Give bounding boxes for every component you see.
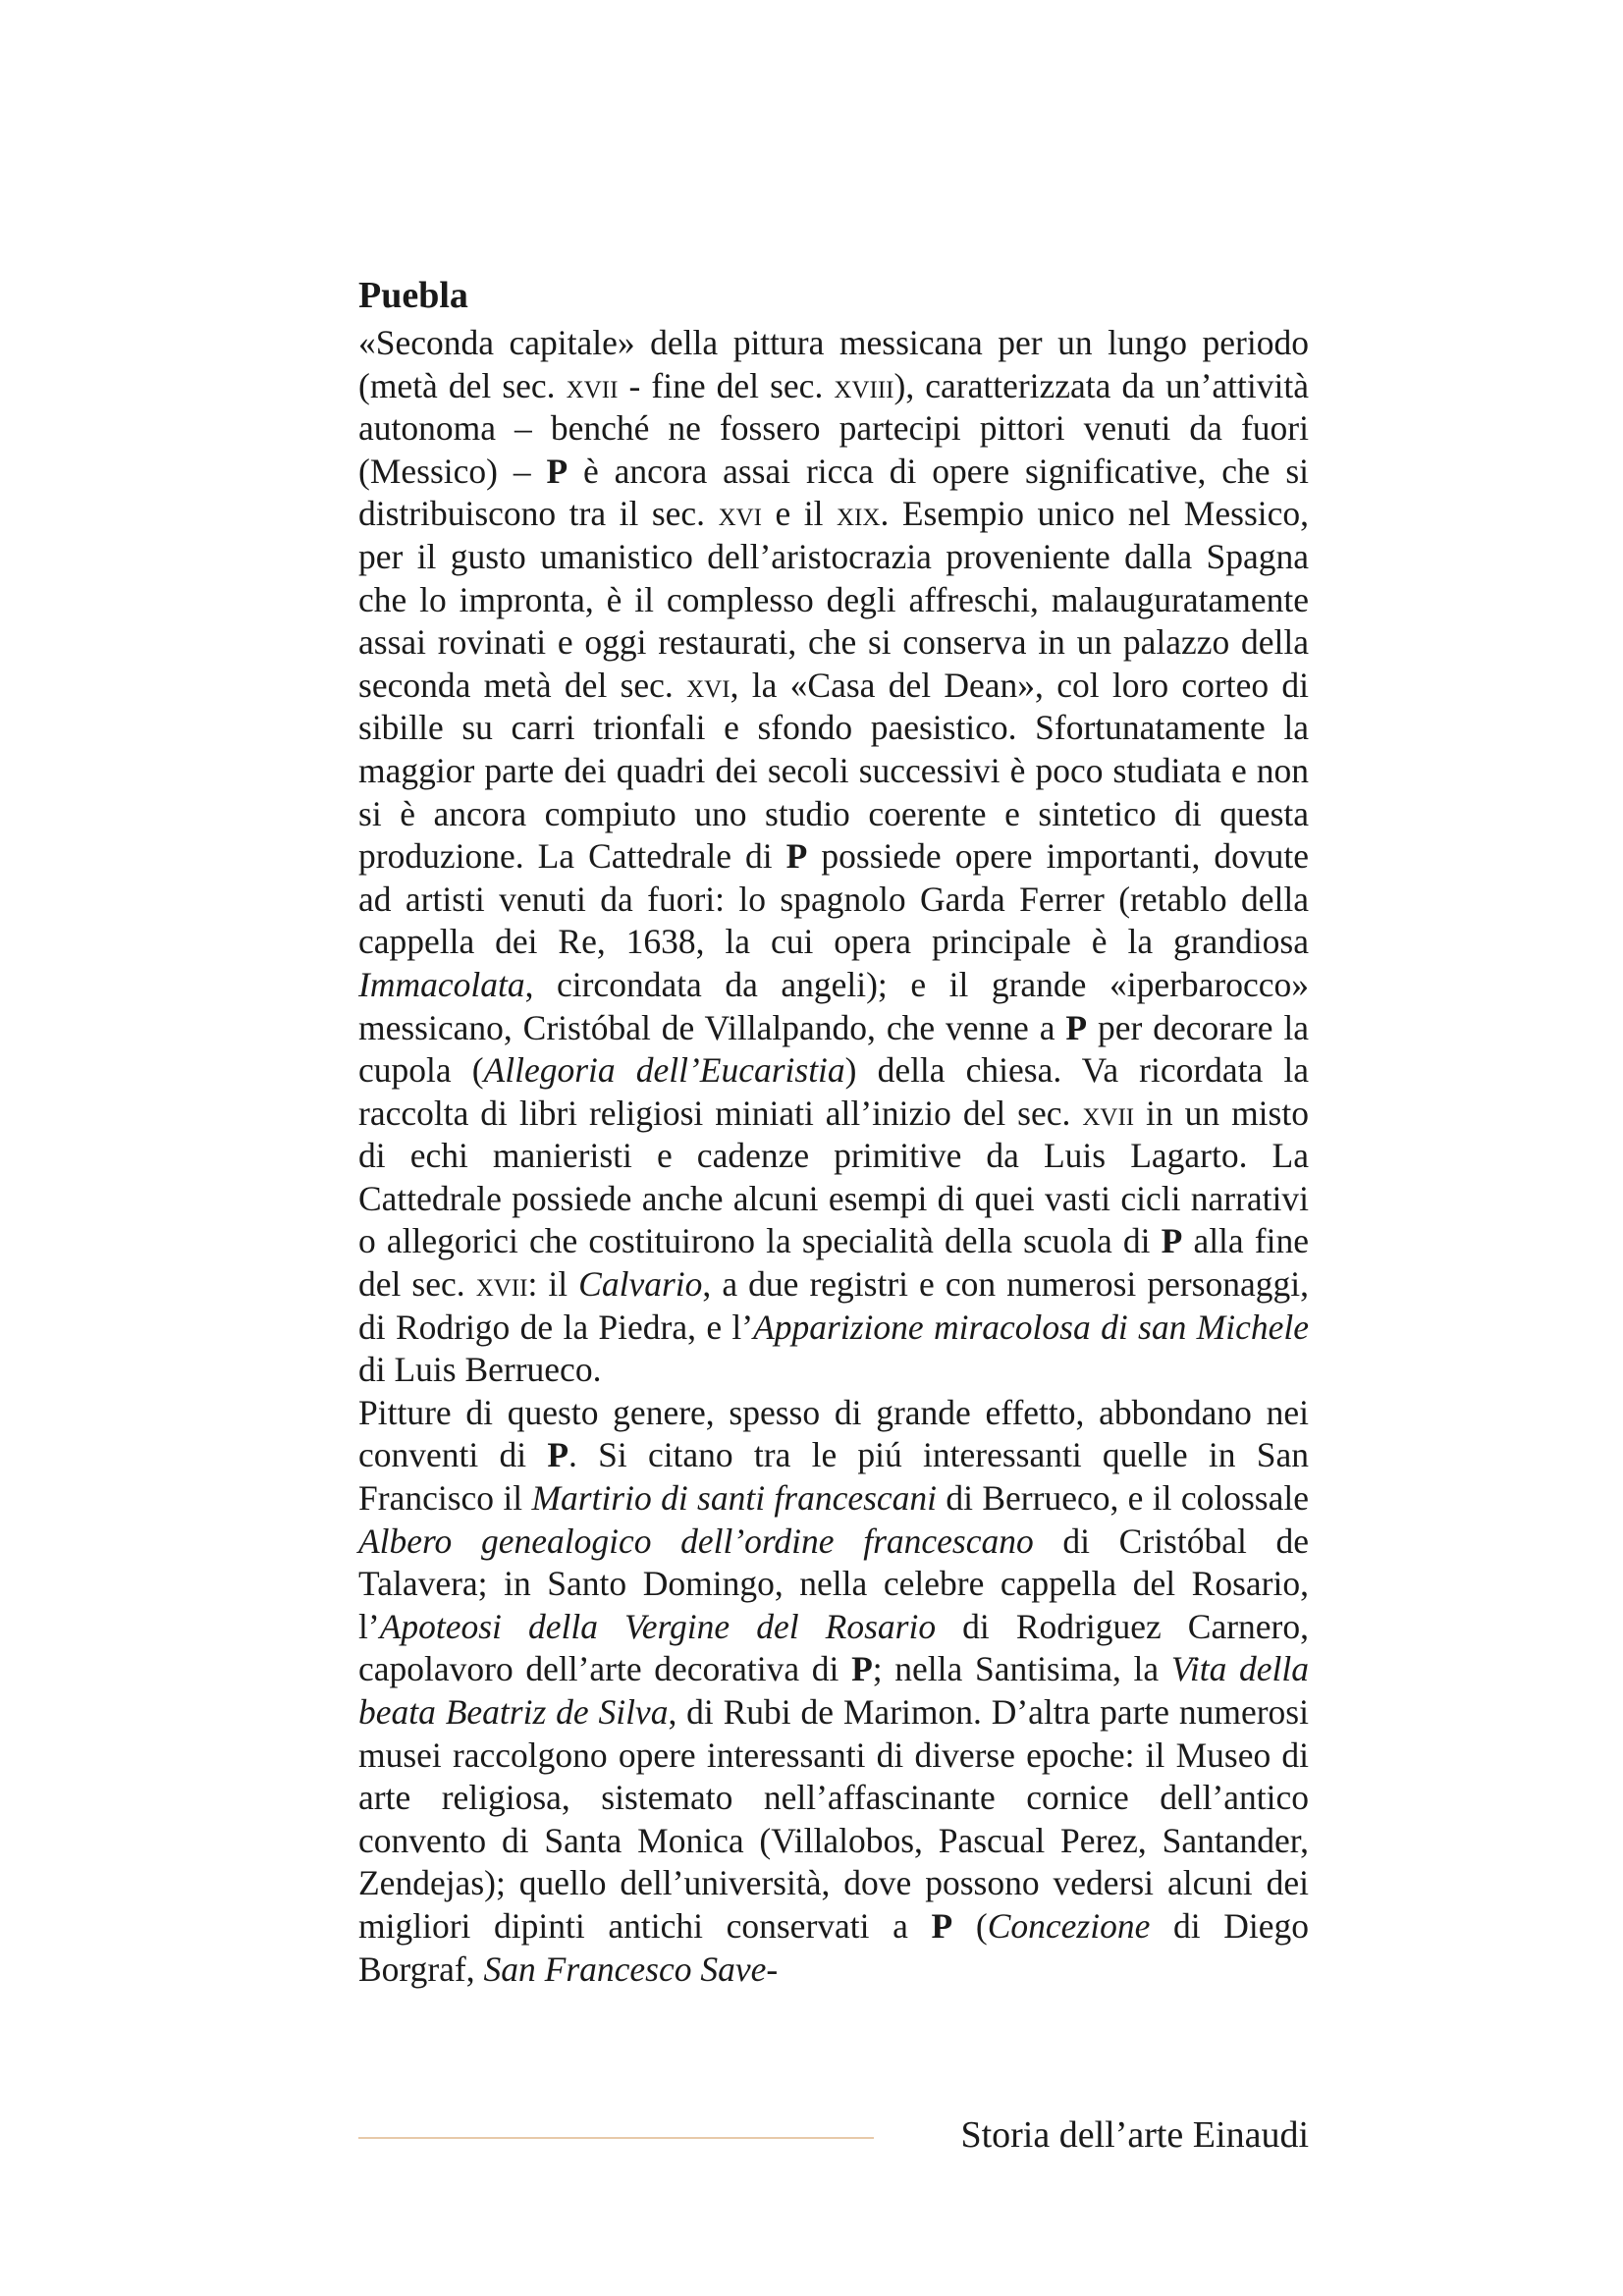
text-run: ; nella Santisima, la — [872, 1649, 1171, 1689]
text-run: e il — [762, 494, 837, 534]
century-numeral: xvi — [686, 665, 730, 705]
entry-abbreviation: P — [1161, 1221, 1183, 1261]
text-run: di Luis Berrueco. — [358, 1350, 602, 1390]
artwork-title: Apparizione miracolosa di san Michele — [753, 1307, 1309, 1347]
text-run: di Rodriguez Carnero, capolavoro dell’arte decorativa di — [358, 1606, 1309, 1689]
text-run: - fine del sec. — [618, 365, 835, 405]
text-run: , di Rubi de Marimon. D’altra parte numerosi musei raccolgono opere interessanti di diverse epoche: il Museo di arte religiosa, sistemato nell’affascinante cornice dell’antico convento di Santa Monica (Villalobos, Pascual Perez, Santander, Zendejas); quello dell’università, dove possono vedersi alcuni dei migliori dipinti antichi conservati a — [358, 1692, 1309, 1946]
text-run: , a due registri e con numerosi personaggi, di Rodrigo de la Piedra, e l’ — [358, 1264, 1309, 1347]
text-run: ( — [952, 1905, 988, 1946]
text-run: . Si citano tra le piú interessanti quelle in San Francisco il — [358, 1435, 1309, 1519]
text-run: , la «Casa del Dean», col loro corteo di sibille su carri trionfali e sfondo paesistico. Sfortunatamente la maggior parte dei quadri dei secoli successivi è poco studiata e non si è ancora compiuto uno studio coerente e sintetico di questa produzione. La Cattedrale di — [358, 665, 1310, 877]
text-run: «Seconda capitale» della pittura messicana per un lungo periodo (metà del sec. — [358, 323, 1309, 405]
text-run: per decorare la cupola ( — [358, 1007, 1309, 1091]
text-run: di Berrueco, e il colossale — [937, 1478, 1309, 1519]
artwork-title: Calvario — [578, 1264, 703, 1305]
text-run: è ancora assai ricca di opere significative, che si distribuiscono tra il sec. — [358, 451, 1309, 534]
entry-abbreviation: P — [851, 1649, 873, 1689]
text-run: . Esempio unico nel Messico, per il gusto umanistico dell’aristocrazia proveniente dalla Spagna che lo impronta, è il complesso degli affreschi, malauguratamente assai rovinati e oggi restaurati, che si conserva in un palazzo della seconda metà del sec. — [358, 494, 1309, 705]
artwork-title: Allegoria dell’Eucaristia — [483, 1050, 845, 1091]
entry-body — [358, 322, 1309, 1991]
entry-abbreviation: P — [546, 451, 568, 491]
entry-abbreviation: P — [931, 1905, 953, 1946]
text-run: ) della chiesa. Va ricordata la raccolta di libri religiosi miniati all’inizio del sec. — [358, 1050, 1310, 1133]
century-numeral: xvii — [566, 365, 619, 405]
paragraph-2 — [358, 1392, 1309, 1991]
century-numeral: xviii — [834, 365, 894, 405]
entry-abbreviation: P — [785, 836, 808, 877]
text-run: possiede opere importanti, dovute ad artisti venuti da fuori: lo spagnolo Garda Ferrer (retablo della cappella dei Re, 1638, la cui opera principale è la grandiosa — [358, 836, 1310, 962]
century-numeral: xix — [837, 494, 881, 534]
text-run: Pitture di questo genere, spesso di grande effetto, abbondano nei conventi di — [358, 1392, 1309, 1475]
text-run: in un misto di echi manieristi e cadenze primitive da Luis Lagarto. La Cattedrale possiede anche alcuni esempi di quei vasti cicli narrativi o allegorici che costituirono la specialità della scuola di — [358, 1093, 1309, 1261]
century-numeral: xvi — [718, 494, 762, 534]
footer-publication-title: Storia dell’arte Einaudi — [960, 2114, 1309, 2156]
century-numeral: xvii — [475, 1264, 528, 1305]
paragraph-1 — [358, 322, 1309, 1392]
century-numeral: xvii — [1082, 1093, 1135, 1133]
page-content — [358, 271, 1309, 1991]
text-run: di Cristóbal de Talavera; in Santo Domingo, nella celebre cappella del Rosario, l’ — [358, 1521, 1310, 1646]
text-run: : il — [527, 1264, 579, 1305]
entry-abbreviation: P — [547, 1435, 568, 1475]
entry-title: Puebla — [358, 275, 468, 316]
artwork-title: Martirio di santi francescani — [531, 1478, 938, 1519]
entry-abbreviation: P — [1065, 1007, 1088, 1047]
artwork-title: Immacolata — [358, 964, 525, 1004]
artwork-title: Apoteosi della Vergine del Rosario — [379, 1606, 937, 1646]
artwork-title: Albero genealogico dell’ordine francescano — [358, 1521, 1034, 1561]
text-run: di Diego Borgraf, — [358, 1905, 1309, 1989]
text-run: , circondata da angeli); e il grande «iperbarocco» messicano, Cristóbal de Villalpando, che venne a — [358, 964, 1309, 1047]
artwork-title: Concezione — [987, 1905, 1151, 1946]
footer-rule — [358, 2137, 874, 2139]
text-run: ), caratterizzata da un’attività autonoma – benché ne fossero partecipi pittori venuti da fuori (Messico) – — [358, 365, 1309, 491]
artwork-title: San Francesco Save- — [483, 1949, 779, 1989]
text-run: alla fine del sec. — [358, 1221, 1309, 1305]
page-footer — [358, 2108, 1309, 2166]
artwork-title: Vita della beata Beatriz de Silva — [358, 1649, 1309, 1732]
